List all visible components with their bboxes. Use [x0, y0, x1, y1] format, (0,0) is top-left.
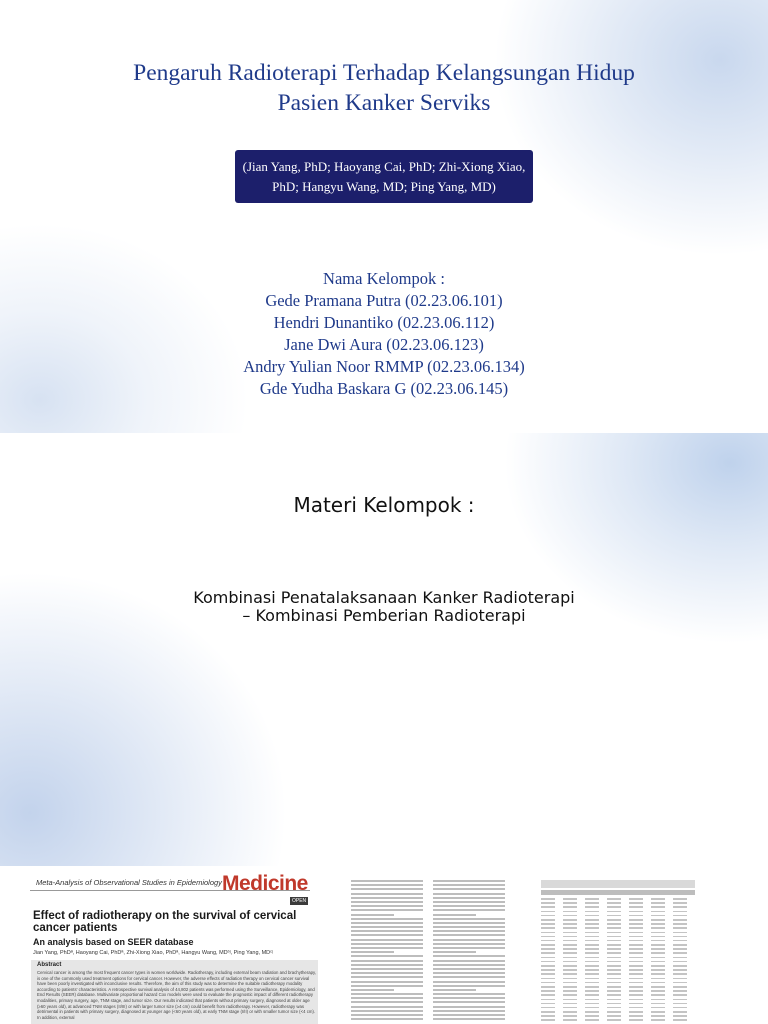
- title-slide: [0, 0, 768, 433]
- text-line: [433, 947, 505, 949]
- table-row: [541, 932, 695, 934]
- text-line: [433, 1018, 505, 1020]
- text-line: [351, 1014, 423, 1016]
- journal-series: Meta-Analysis of Observational Studies in Epidemiology: [36, 878, 222, 887]
- text-column-right: [433, 880, 505, 1024]
- text-line: [351, 884, 423, 886]
- authors-line: (Jian Yang, PhD; Haoyang Cai, PhD; Zhi-Xiong Xiao,: [242, 158, 526, 174]
- text-line: [351, 1001, 423, 1003]
- presentation-title: [0, 58, 768, 118]
- title-line: Pasien Kanker Serviks: [277, 90, 491, 116]
- text-line: [433, 922, 505, 924]
- text-line: [351, 968, 423, 970]
- member-item: Gede Pramana Putra (02.23.06.101): [265, 291, 503, 310]
- paper-slide: [0, 866, 768, 1024]
- table-row: [541, 990, 695, 992]
- text-line: [351, 897, 423, 899]
- open-access-badge: OPEN: [292, 898, 307, 904]
- text-line: [351, 893, 423, 895]
- text-line: [433, 918, 505, 920]
- text-line: [351, 926, 423, 928]
- text-line: [351, 972, 423, 974]
- text-line: [433, 964, 505, 966]
- text-line: [351, 955, 423, 957]
- text-column-left: [351, 880, 423, 1024]
- table-caption: [541, 880, 695, 888]
- table-row: [541, 923, 695, 925]
- text-line: [433, 934, 505, 936]
- text-line: [433, 901, 505, 903]
- text-line: [351, 914, 394, 916]
- paper-subtitle: An analysis based on SEER database: [33, 937, 194, 947]
- text-line: [433, 955, 505, 957]
- paper-title-line: cancer patients: [33, 922, 118, 934]
- text-line: [351, 976, 423, 978]
- topic-line: – Kombinasi Pemberian Radioterapi: [242, 606, 526, 625]
- text-line: [351, 997, 423, 999]
- table-row: [541, 961, 695, 963]
- table-row: [541, 982, 695, 984]
- text-line: [351, 888, 423, 890]
- table-row: [541, 944, 695, 946]
- table-row: [541, 911, 695, 913]
- member-item: Hendri Dunantiko (02.23.06.112): [273, 313, 495, 332]
- table-row: [541, 919, 695, 921]
- topic-line: Kombinasi Penatalaksanaan Kanker Radioterapi: [193, 588, 575, 607]
- topic-heading: Materi Kelompok :: [293, 493, 475, 517]
- paper-title: [33, 910, 313, 934]
- text-line: [433, 1001, 505, 1003]
- text-line: [433, 985, 505, 987]
- text-line: [351, 930, 423, 932]
- paper-title-line: Effect of radiotherapy on the survival of cervical: [33, 910, 297, 922]
- text-line: [433, 960, 505, 962]
- table-row: [541, 994, 695, 996]
- text-line: [433, 989, 476, 991]
- title-line: Pengaruh Radioterapi Terhadap Kelangsungan Hidup: [133, 60, 635, 86]
- text-line: [433, 930, 505, 932]
- paper-text-page: [343, 866, 513, 1024]
- text-line: [433, 1010, 505, 1012]
- table-row: [541, 915, 695, 917]
- table-row: [541, 902, 695, 904]
- text-line: [433, 893, 505, 895]
- text-line: [351, 934, 423, 936]
- abstract-box: [31, 960, 318, 1024]
- group-members: [0, 268, 768, 400]
- text-line: [433, 880, 505, 882]
- table-row: [541, 999, 695, 1001]
- table-row: [541, 1007, 695, 1009]
- text-line: [351, 947, 423, 949]
- text-line: [351, 964, 423, 966]
- text-line: [351, 1010, 423, 1012]
- text-line: [433, 909, 505, 911]
- table-row: [541, 957, 695, 959]
- text-line: [351, 981, 423, 983]
- text-line: [433, 1014, 505, 1016]
- table-row: [541, 1003, 695, 1005]
- text-line: [351, 939, 423, 941]
- text-line: [351, 943, 423, 945]
- text-line: [433, 926, 505, 928]
- text-line: [351, 922, 423, 924]
- text-line: [433, 914, 476, 916]
- table-row: [541, 969, 695, 971]
- table-rows: [541, 898, 695, 1024]
- text-line: [433, 1006, 505, 1008]
- text-line: [433, 976, 505, 978]
- table-row: [541, 1019, 695, 1021]
- text-line: [351, 905, 423, 907]
- text-line: [351, 989, 394, 991]
- text-line: [351, 880, 423, 882]
- abstract-label: Abstract: [37, 962, 62, 968]
- text-line: [433, 972, 505, 974]
- text-line: [433, 951, 476, 953]
- text-line: [351, 901, 423, 903]
- table-row: [541, 940, 695, 942]
- text-line: [433, 993, 505, 995]
- text-line: [351, 1018, 423, 1020]
- member-item: Jane Dwi Aura (02.23.06.123): [284, 335, 484, 354]
- member-item: Andry Yulian Noor RMMP (02.23.06.134): [243, 357, 525, 376]
- table-row: [541, 1011, 695, 1013]
- table-row: [541, 1015, 695, 1017]
- authors-line: PhD; Hangyu Wang, MD; Ping Yang, MD): [272, 178, 496, 194]
- table-row: [541, 965, 695, 967]
- text-line: [351, 951, 394, 953]
- paper-table-page: [533, 866, 703, 1024]
- abstract-text: Cervical cancer is among the most frequent cancer types in women worldwide. Radiotherapy, including external beam radiation and brachytherapy, is one of the commonly used treatment options for cervical cancer. However, the adverse effects of radiation therapy on cervical cancer survival have been poorly investigated with inconclusive results. Therefore, the aim of this study was to determine the suitable radiotherapy modality according to patients' characteristics. A retrospective survival analysis of 44,802 patients was performed using the Surveillance, Epidemiology, and End Results (SEER) database. Multivariate proportional hazard Cox models were used to evaluate the prognostic impact of different radiotherapy modalities, primary surgery, age, TNM stage, and tumor size. Our results indicated that patients without primary surgery, diagnosed at older age (≥60 years old), at advanced TNM stages (II/III) or with larger tumor size (≥4 cm) could benefit from radiotherapy. However, radiotherapy was detrimental in patients with primary surgery, diagnosed at younger age (<60 years old), at early TNM stage (I/II) or with smaller tumor size (<4 cm). In addition, external: [37, 970, 317, 1020]
- text-line: [433, 943, 505, 945]
- table-row: [541, 948, 695, 950]
- text-line: [351, 960, 423, 962]
- authors-box: [235, 150, 533, 203]
- table-row: [541, 936, 695, 938]
- table-row: [541, 978, 695, 980]
- text-line: [433, 981, 505, 983]
- text-line: [433, 939, 505, 941]
- text-line: [433, 968, 505, 970]
- text-line: [351, 909, 423, 911]
- text-line: [351, 918, 423, 920]
- table-row: [541, 898, 695, 900]
- member-item: Gde Yudha Baskara G (02.23.06.145): [259, 379, 509, 398]
- text-line: [351, 1006, 423, 1008]
- group-label: Nama Kelompok :: [323, 269, 445, 288]
- text-line: [433, 888, 505, 890]
- text-line: [351, 993, 423, 995]
- table-row: [541, 927, 695, 929]
- table-row: [541, 973, 695, 975]
- paper-first-page: [18, 866, 318, 1024]
- table-row: [541, 906, 695, 908]
- text-line: [433, 997, 505, 999]
- table-row: [541, 952, 695, 954]
- topic-body: [0, 589, 768, 625]
- table-header: [541, 890, 695, 895]
- text-line: [433, 905, 505, 907]
- text-line: [351, 985, 423, 987]
- table-row: [541, 986, 695, 988]
- text-line: [433, 897, 505, 899]
- text-line: [433, 884, 505, 886]
- journal-logo: Medicine: [222, 872, 308, 895]
- topic-slide: [0, 433, 768, 866]
- paper-authors: Jian Yang, PhDª, Haoyang Cai, PhDª, Zhi-Xiong Xiao, PhDª, Hangyu Wang, MDᵇʲ, Ping Yang, MDᶜʲ: [33, 950, 273, 956]
